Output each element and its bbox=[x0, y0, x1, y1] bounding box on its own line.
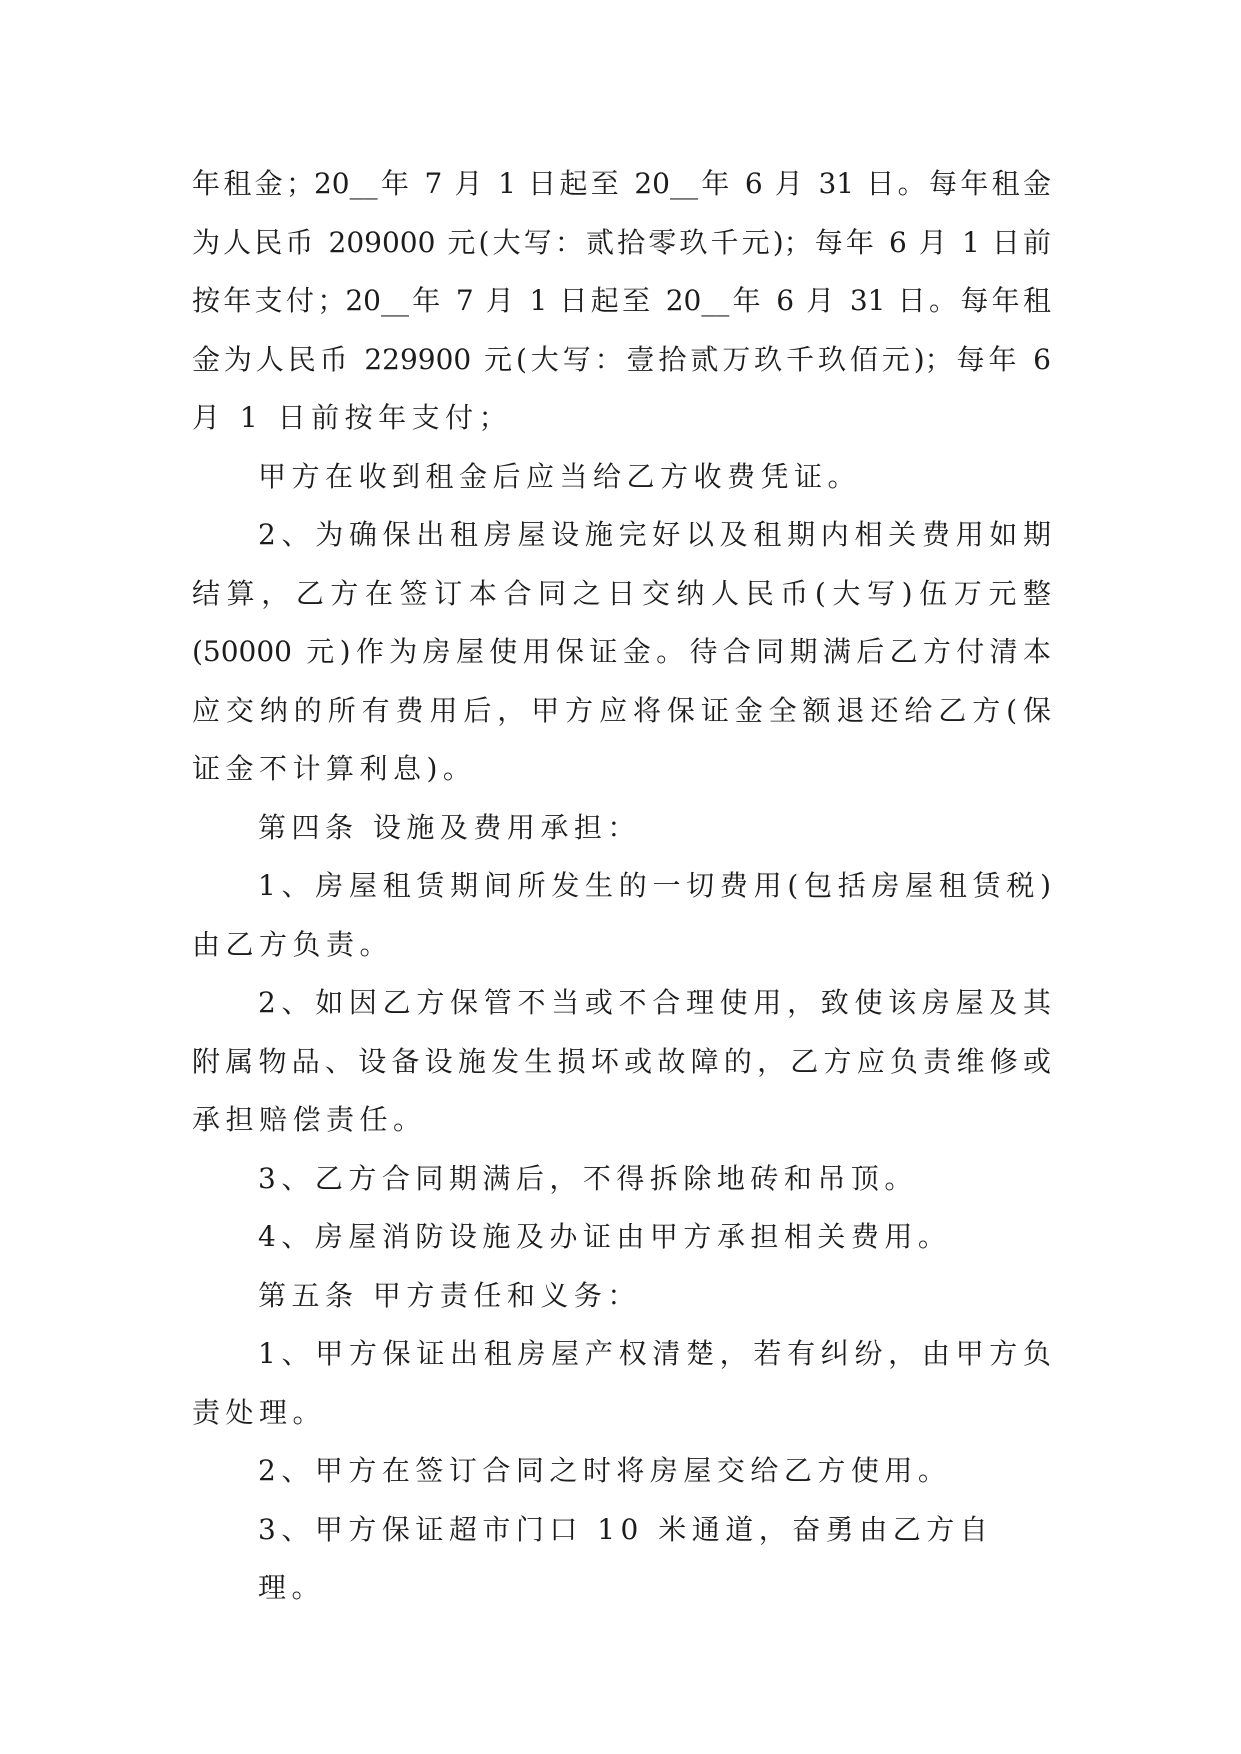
text-line: 证金不计算利息)。 bbox=[192, 752, 477, 785]
text-line: 年租金；20__年 7 月 1 日起至 20__年 6 月 31 日。每年租金 bbox=[192, 167, 1051, 200]
text-line: 应交纳的所有费用后，甲方应将保证金全额退还给乙方(保 bbox=[192, 693, 1051, 727]
text-line: 为人民币 209000 元(大写：贰拾零玖千元)；每年 6 月 1 日前 bbox=[192, 225, 1051, 259]
paragraph-clause bbox=[192, 1150, 1051, 1209]
text-line: 1、甲方保证出租房屋产权清楚，若有纠纷，由甲方负 bbox=[258, 1337, 1051, 1370]
text-line: 1、房屋租赁期间所发生的一切费用(包括房屋租赁税) bbox=[258, 869, 1051, 902]
paragraph-receipt bbox=[192, 448, 1051, 507]
section-heading: 第五条 甲方责任和义务： bbox=[258, 1278, 641, 1312]
text-line: 附属物品、设备设施发生损坏或故障的，乙方应负责维修或 bbox=[192, 1044, 1051, 1078]
text-line: 3、乙方合同期满后，不得拆除地砖和吊顶。 bbox=[258, 1161, 918, 1195]
section-heading-article-4 bbox=[192, 799, 1051, 858]
paragraph-clause bbox=[192, 1208, 1051, 1267]
text-line: 由乙方负责。 bbox=[192, 927, 394, 961]
paragraph-clause bbox=[192, 1501, 1051, 1604]
text-line: 责处理。 bbox=[192, 1395, 327, 1429]
text-line: 金为人民币 229900 元(大写：壹拾贰万玖千玖佰元)；每年 6 bbox=[192, 342, 1051, 376]
text-line: 2、甲方在签订合同之时将房屋交给乙方使用。 bbox=[258, 1454, 952, 1487]
text-line: 4、房屋消防设施及办证由甲方承担相关费用。 bbox=[258, 1220, 952, 1253]
text-line: 结算，乙方在签订本合同之日交纳人民币(大写)伍万元整 bbox=[192, 576, 1051, 610]
text-line: 甲方在收到租金后应当给乙方收费凭证。 bbox=[258, 459, 862, 493]
text-line: 承担赔偿责任。 bbox=[192, 1103, 427, 1136]
section-heading: 第四条 设施及费用承担： bbox=[258, 810, 641, 844]
paragraph-clause bbox=[192, 1442, 1051, 1501]
text-line: 3、甲方保证超市门口 10 米通道，奋勇由乙方自理。 bbox=[258, 1512, 994, 1604]
paragraph-rent-terms bbox=[192, 155, 1051, 448]
paragraph-clause bbox=[192, 857, 1051, 974]
paragraph-clause bbox=[192, 974, 1051, 1150]
document-body bbox=[192, 155, 1051, 1604]
text-line: (50000 元)作为房屋使用保证金。待合同期满后乙方付清本 bbox=[192, 635, 1051, 668]
text-line: 2、如因乙方保管不当或不合理使用，致使该房屋及其 bbox=[258, 986, 1051, 1019]
section-heading-article-5 bbox=[192, 1267, 1051, 1326]
text-line: 2、为确保出租房屋设施完好以及租期内相关费用如期 bbox=[258, 518, 1051, 551]
paragraph-clause bbox=[192, 1325, 1051, 1442]
paragraph-deposit bbox=[192, 506, 1051, 799]
text-line: 按年支付；20__年 7 月 1 日起至 20__年 6 月 31 日。每年租 bbox=[192, 284, 1051, 317]
text-line: 月 1 日前按年支付； bbox=[192, 401, 513, 434]
